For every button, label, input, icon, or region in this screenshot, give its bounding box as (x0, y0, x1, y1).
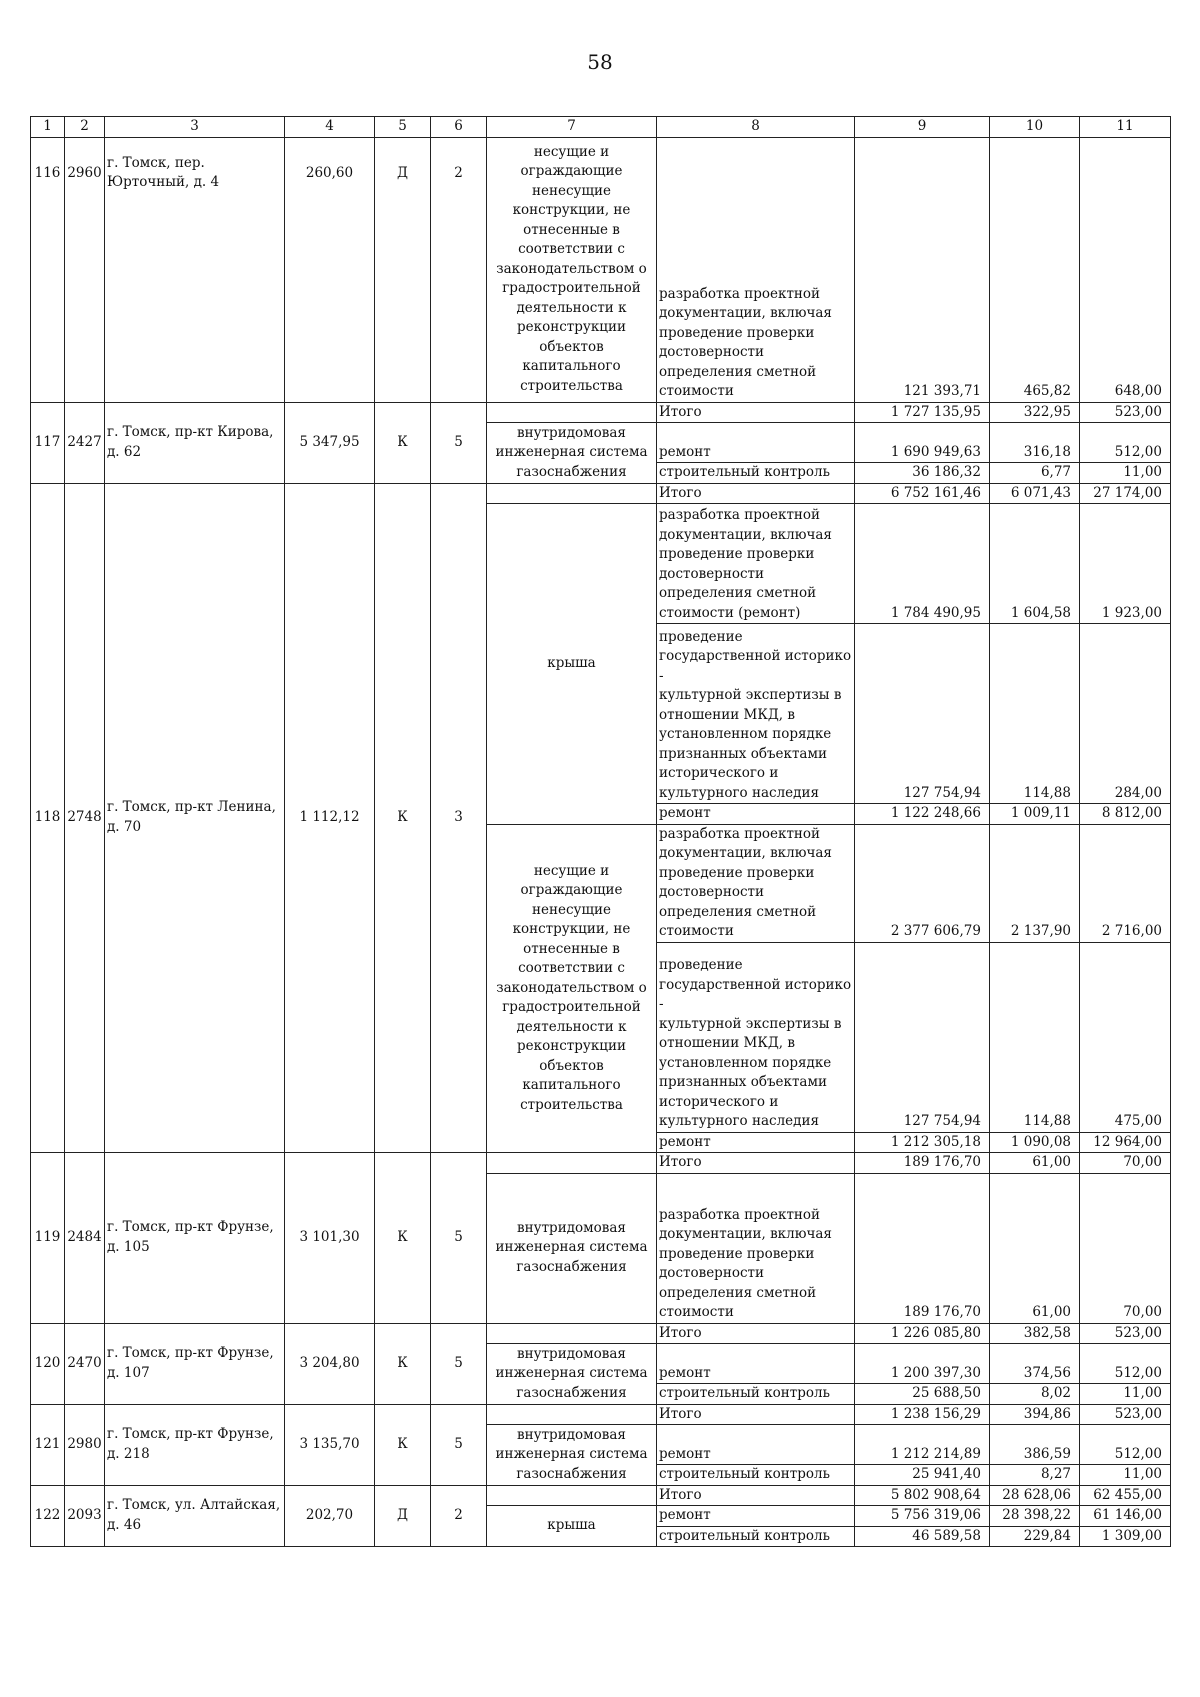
total-label: Итого (657, 1404, 855, 1425)
cost-limit: 1 309,00 (1080, 1526, 1171, 1547)
total-label: Итого (657, 1323, 855, 1344)
row-number: 116 (31, 137, 65, 402)
total-cost: 1 238 156,29 (855, 1404, 990, 1425)
total-cost: 189 176,70 (855, 1153, 990, 1174)
element-empty (487, 402, 657, 423)
work-type: строительный контроль (657, 463, 855, 484)
total-cost-per-sqm: 382,58 (990, 1323, 1080, 1344)
material-type: К (375, 483, 431, 1153)
cost-limit: 648,00 (1080, 137, 1171, 402)
area: 3 204,80 (285, 1323, 375, 1404)
col-header: 5 (375, 117, 431, 138)
material-type: Д (375, 137, 431, 402)
area: 3 101,30 (285, 1153, 375, 1324)
address: г. Томск, пр-кт Фрунзе, д. 105 (105, 1153, 285, 1324)
house-id: 2484 (65, 1153, 105, 1324)
cost-limit: 1 923,00 (1080, 504, 1171, 624)
cost-limit: 11,00 (1080, 1384, 1171, 1405)
cost-limit: 70,00 (1080, 1173, 1171, 1323)
cost-limit: 512,00 (1080, 423, 1171, 463)
cost: 1 784 490,95 (855, 504, 990, 624)
work-type: строительный контроль (657, 1465, 855, 1486)
cost: 25 688,50 (855, 1384, 990, 1405)
work-type: разработка проектной документации, включая проведение проверки достоверности определения сметной стоимости (657, 137, 855, 402)
row-number: 121 (31, 1404, 65, 1485)
address: г. Томск, пр-кт Ленина, д. 70 (105, 483, 285, 1153)
cost-per-sqm: 1 090,08 (990, 1132, 1080, 1153)
work-type: строительный контроль (657, 1526, 855, 1547)
total-cost-per-sqm: 322,95 (990, 402, 1080, 423)
work-type: строительный контроль (657, 1384, 855, 1405)
work-type: ремонт (657, 1425, 855, 1465)
total-cost-per-sqm: 61,00 (990, 1153, 1080, 1174)
col-header: 6 (431, 117, 487, 138)
total-cost-per-sqm: 28 628,06 (990, 1485, 1080, 1506)
address: г. Томск, пр-кт Кирова, д. 62 (105, 402, 285, 483)
total-cost-per-sqm: 6 071,43 (990, 483, 1080, 504)
cost-limit: 284,00 (1080, 624, 1171, 804)
cost-limit: 11,00 (1080, 1465, 1171, 1486)
total-cost-limit: 523,00 (1080, 1323, 1171, 1344)
row-number: 119 (31, 1153, 65, 1324)
material-type: Д (375, 1485, 431, 1547)
total-cost: 6 752 161,46 (855, 483, 990, 504)
cost-per-sqm: 114,88 (990, 624, 1080, 804)
page-number: 58 (587, 50, 613, 74)
area: 202,70 (285, 1485, 375, 1547)
element-empty (487, 483, 657, 504)
address: г. Томск, пр-кт Фрунзе, д. 107 (105, 1323, 285, 1404)
cost-per-sqm: 374,56 (990, 1344, 1080, 1384)
col-header: 2 (65, 117, 105, 138)
cost-per-sqm: 28 398,22 (990, 1506, 1080, 1527)
address: г. Томск, пр-кт Фрунзе, д. 218 (105, 1404, 285, 1485)
total-row (31, 483, 1171, 504)
element: внутридомовая инженерная система газоснабжения (487, 423, 657, 484)
cost-limit: 8 812,00 (1080, 804, 1171, 825)
capital-repair-table (30, 116, 1171, 1547)
house-id: 2093 (65, 1485, 105, 1547)
total-cost-limit: 523,00 (1080, 402, 1171, 423)
work-type: ремонт (657, 1132, 855, 1153)
cost-per-sqm: 1 009,11 (990, 804, 1080, 825)
row-number: 118 (31, 483, 65, 1153)
total-cost: 5 802 908,64 (855, 1485, 990, 1506)
col-header: 1 (31, 117, 65, 138)
cost-per-sqm: 316,18 (990, 423, 1080, 463)
cost: 121 393,71 (855, 137, 990, 402)
cost-per-sqm: 114,88 (990, 942, 1080, 1132)
row-number: 117 (31, 402, 65, 483)
floors: 2 (431, 137, 487, 402)
element: несущие и ограждающие ненесущие конструкции, не отнесенные в соответствии с законодательством о градостроительной деятельности к реконструкции объектов капитального строительства (487, 137, 657, 402)
cost: 25 941,40 (855, 1465, 990, 1486)
address: г. Томск, пер. Юрточный, д. 4 (105, 137, 285, 402)
total-row (31, 1404, 1171, 1425)
total-cost-limit: 70,00 (1080, 1153, 1171, 1174)
work-type: разработка проектной документации, включая проведение проверки достоверности определения сметной стоимости (ремонт) (657, 504, 855, 624)
total-label: Итого (657, 402, 855, 423)
element-empty (487, 1153, 657, 1174)
element: внутридомовая инженерная система газоснабжения (487, 1425, 657, 1486)
cost-per-sqm: 386,59 (990, 1425, 1080, 1465)
work-type: разработка проектной документации, включая проведение проверки достоверности определения сметной стоимости (657, 824, 855, 942)
element: внутридомовая инженерная система газоснабжения (487, 1173, 657, 1323)
work-type: ремонт (657, 1506, 855, 1527)
floors: 2 (431, 1485, 487, 1547)
col-header: 10 (990, 117, 1080, 138)
element-empty (487, 1485, 657, 1506)
total-label: Итого (657, 483, 855, 504)
cost: 127 754,94 (855, 942, 990, 1132)
row-number: 120 (31, 1323, 65, 1404)
total-row (31, 402, 1171, 423)
area: 260,60 (285, 137, 375, 402)
col-header: 11 (1080, 117, 1171, 138)
cost: 2 377 606,79 (855, 824, 990, 942)
cost: 36 186,32 (855, 463, 990, 484)
house-id: 2470 (65, 1323, 105, 1404)
material-type: К (375, 1404, 431, 1485)
row-number: 122 (31, 1485, 65, 1547)
cost: 46 589,58 (855, 1526, 990, 1547)
col-header: 3 (105, 117, 285, 138)
col-header: 8 (657, 117, 855, 138)
cost: 189 176,70 (855, 1173, 990, 1323)
house-id: 2960 (65, 137, 105, 402)
cost-per-sqm: 465,82 (990, 137, 1080, 402)
col-header: 7 (487, 117, 657, 138)
total-cost-limit: 523,00 (1080, 1404, 1171, 1425)
cost-limit: 512,00 (1080, 1344, 1171, 1384)
floors: 3 (431, 483, 487, 1153)
work-type: ремонт (657, 804, 855, 825)
cost-limit: 61 146,00 (1080, 1506, 1171, 1527)
element: несущие и ограждающие ненесущие конструкции, не отнесенные в соответствии с законодательством о градостроительной деятельности к реконструкции объектов капитального строительства (487, 824, 657, 1153)
cost-per-sqm: 8,27 (990, 1465, 1080, 1486)
work-type: разработка проектной документации, включая проведение проверки достоверности определения сметной стоимости (657, 1173, 855, 1323)
col-header: 4 (285, 117, 375, 138)
floors: 5 (431, 1323, 487, 1404)
cost: 5 756 319,06 (855, 1506, 990, 1527)
cost-limit: 512,00 (1080, 1425, 1171, 1465)
total-row (31, 1153, 1171, 1174)
floors: 5 (431, 1153, 487, 1324)
work-type: ремонт (657, 1344, 855, 1384)
floors: 5 (431, 1404, 487, 1485)
address: г. Томск, ул. Алтайская, д. 46 (105, 1485, 285, 1547)
floors: 5 (431, 402, 487, 483)
house-id: 2427 (65, 402, 105, 483)
cost-per-sqm: 6,77 (990, 463, 1080, 484)
cost: 1 122 248,66 (855, 804, 990, 825)
cost-limit: 2 716,00 (1080, 824, 1171, 942)
cost-per-sqm: 61,00 (990, 1173, 1080, 1323)
total-cost-limit: 62 455,00 (1080, 1485, 1171, 1506)
area: 5 347,95 (285, 402, 375, 483)
house-id: 2748 (65, 483, 105, 1153)
element: внутридомовая инженерная система газоснабжения (487, 1344, 657, 1405)
cost: 1 212 305,18 (855, 1132, 990, 1153)
cost: 1 212 214,89 (855, 1425, 990, 1465)
total-cost: 1 226 085,80 (855, 1323, 990, 1344)
work-type: ремонт (657, 423, 855, 463)
cost-limit: 12 964,00 (1080, 1132, 1171, 1153)
work-type: проведение государственной историко - культурной экспертизы в отношении МКД, в установленном порядке признанных объектами исторического и культурного наследия (657, 624, 855, 804)
total-row (31, 1323, 1171, 1344)
work-type: проведение государственной историко - культурной экспертизы в отношении МКД, в установленном порядке признанных объектами исторического и культурного наследия (657, 942, 855, 1132)
col-header: 9 (855, 117, 990, 138)
cost: 1 200 397,30 (855, 1344, 990, 1384)
cost-per-sqm: 1 604,58 (990, 504, 1080, 624)
cost-per-sqm: 2 137,90 (990, 824, 1080, 942)
area: 1 112,12 (285, 483, 375, 1153)
total-cost: 1 727 135,95 (855, 402, 990, 423)
table-row (31, 137, 1171, 402)
element-empty (487, 1323, 657, 1344)
element: крыша (487, 504, 657, 825)
cost: 1 690 949,63 (855, 423, 990, 463)
table-header-row (31, 117, 1171, 138)
total-row (31, 1485, 1171, 1506)
total-cost-limit: 27 174,00 (1080, 483, 1171, 504)
cost-per-sqm: 229,84 (990, 1526, 1080, 1547)
total-label: Итого (657, 1485, 855, 1506)
total-cost-per-sqm: 394,86 (990, 1404, 1080, 1425)
house-id: 2980 (65, 1404, 105, 1485)
material-type: К (375, 1153, 431, 1324)
cost-per-sqm: 8,02 (990, 1384, 1080, 1405)
area: 3 135,70 (285, 1404, 375, 1485)
element-empty (487, 1404, 657, 1425)
cost-limit: 11,00 (1080, 463, 1171, 484)
material-type: К (375, 402, 431, 483)
material-type: К (375, 1323, 431, 1404)
total-label: Итого (657, 1153, 855, 1174)
cost: 127 754,94 (855, 624, 990, 804)
element: крыша (487, 1506, 657, 1547)
cost-limit: 475,00 (1080, 942, 1171, 1132)
